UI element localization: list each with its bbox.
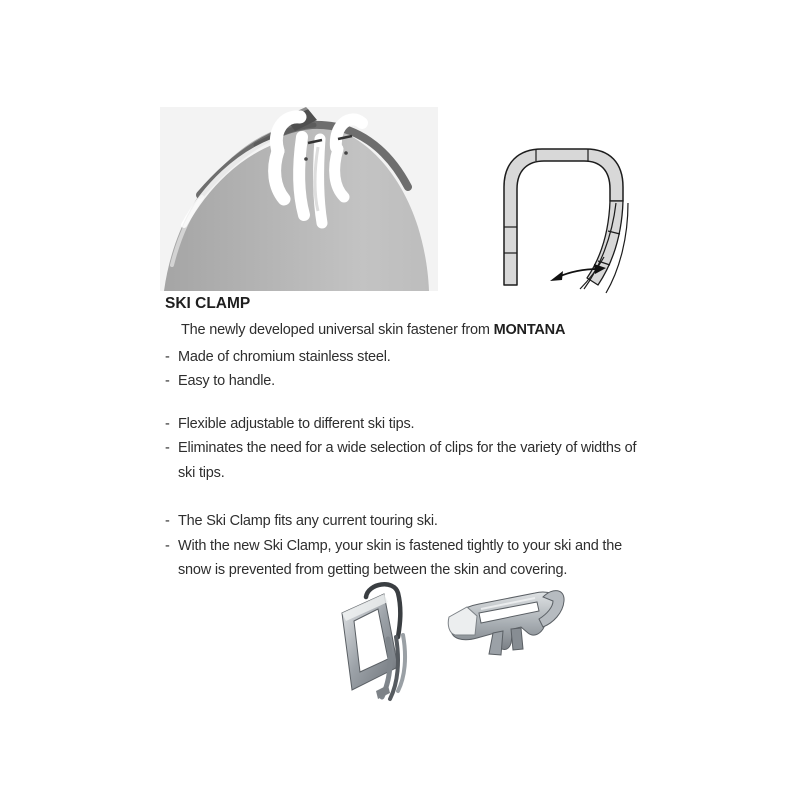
list-item	[165, 436, 645, 485]
bullet-text: Made of chromium stainless steel.	[178, 348, 391, 365]
bullet-group-1	[165, 345, 645, 394]
bullet-text: Flexible adjustable to different ski tips.	[178, 415, 415, 432]
intro-line	[165, 318, 645, 343]
bullet-text: Easy to handle.	[178, 373, 275, 389]
bullet-group-2	[165, 412, 645, 486]
intro-text: The newly developed universal skin fastener from	[181, 322, 494, 338]
ski-tip-illustration	[160, 107, 438, 291]
bullet-text: With the new Ski Clamp, your skin is fastened tightly to your ski and the snow is prevented from getting between the skin and covering.	[178, 537, 622, 578]
page-title: SKI CLAMP	[165, 295, 251, 312]
description-text	[165, 294, 645, 583]
clamp-profile-diagram	[492, 137, 642, 299]
brand-name: MONTANA	[493, 322, 566, 338]
clamp-3d-angled-image	[443, 583, 573, 673]
bullet-dash: -	[165, 440, 170, 456]
bullet-dash: -	[165, 348, 170, 365]
clamp-3d-front-image	[330, 577, 420, 705]
list-item	[165, 412, 645, 437]
list-item	[165, 369, 645, 394]
bullet-text: The Ski Clamp fits any current touring ski.	[178, 513, 438, 529]
bullet-dash: -	[165, 373, 170, 389]
bullet-dash: -	[165, 415, 170, 432]
bullet-text: Eliminates the need for a wide selection of clips for the variety of widths of ski tips.	[178, 440, 637, 481]
list-item	[165, 534, 645, 583]
clamp-3d-angled-illustration	[443, 583, 573, 673]
ski-tip-image	[160, 107, 438, 291]
bullet-group-3	[165, 509, 645, 583]
list-item	[165, 345, 645, 370]
list-item	[165, 509, 645, 534]
bullet-dash: -	[165, 537, 170, 554]
clamp-3d-front-illustration	[330, 577, 420, 705]
bullet-dash: -	[165, 513, 170, 529]
clamp-profile-image	[492, 137, 642, 299]
clamp-flex-leg	[587, 201, 623, 285]
